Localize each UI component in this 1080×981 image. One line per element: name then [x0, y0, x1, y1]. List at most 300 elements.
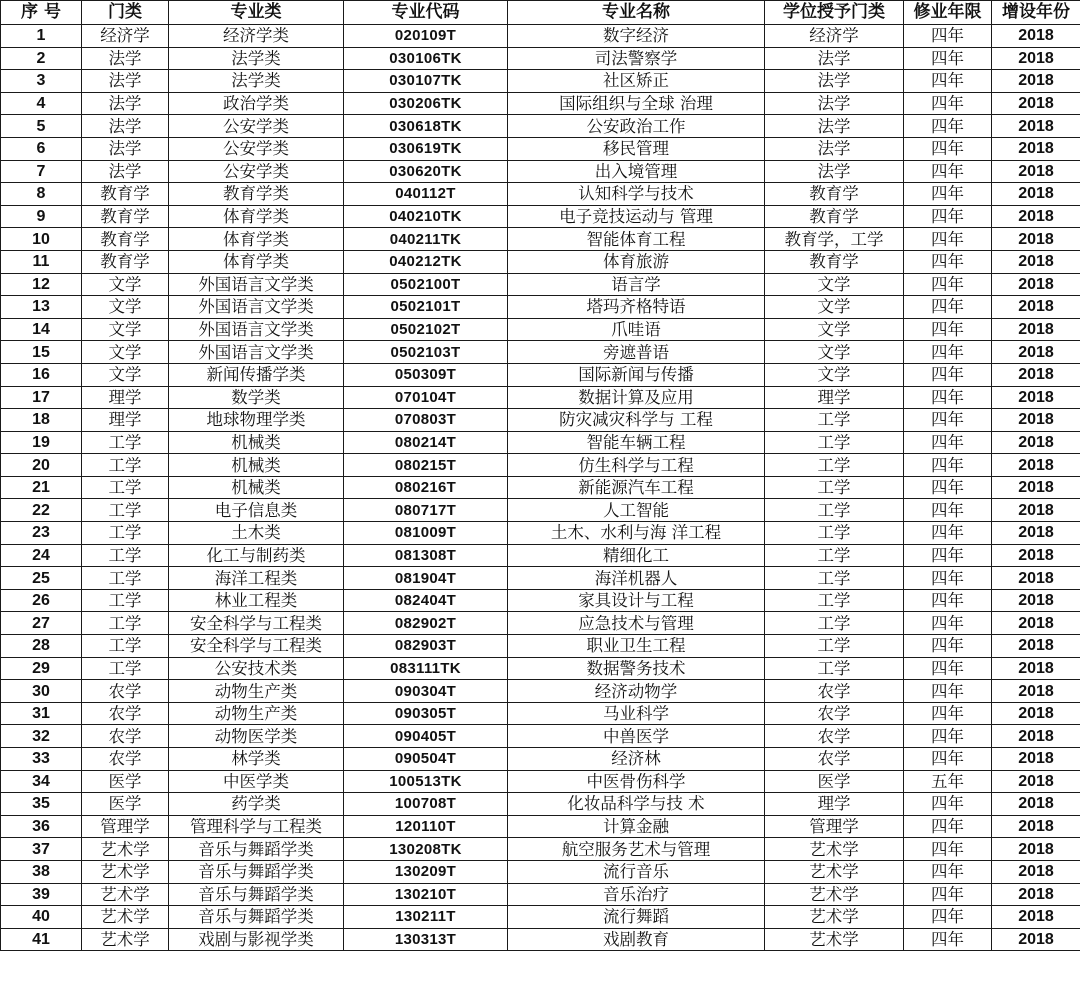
cell-index: 23: [1, 522, 82, 545]
cell-study-years: 四年: [904, 205, 992, 228]
cell-degree-category: 教育学: [765, 205, 904, 228]
cell-study-years: 四年: [904, 386, 992, 409]
cell-degree-category: 法学: [765, 160, 904, 183]
table-row: [1, 476, 1080, 499]
cell-category: 医学: [82, 793, 169, 816]
cell-year-added: 2018: [992, 476, 1080, 499]
cell-degree-category: 工学: [765, 499, 904, 522]
cell-major-name: 流行音乐: [508, 860, 765, 883]
cell-year-added: 2018: [992, 318, 1080, 341]
cell-major-name: 人工智能: [508, 499, 765, 522]
cell-degree-category: 工学: [765, 431, 904, 454]
cell-category: 文学: [82, 363, 169, 386]
table-row: [1, 589, 1080, 612]
header-major-name: 专业名称: [508, 1, 765, 25]
cell-year-added: 2018: [992, 544, 1080, 567]
cell-major-code: 030618TK: [344, 115, 508, 138]
cell-major-name: 中医骨伤科学: [508, 770, 765, 793]
cell-degree-category: 文学: [765, 318, 904, 341]
cell-major-class: 经济学类: [169, 25, 344, 48]
cell-major-class: 外国语言文学类: [169, 318, 344, 341]
table-row: [1, 296, 1080, 319]
cell-major-code: 050309T: [344, 363, 508, 386]
cell-major-code: 080214T: [344, 431, 508, 454]
table-row: [1, 906, 1080, 929]
cell-major-name: 司法警察学: [508, 47, 765, 70]
cell-index: 24: [1, 544, 82, 567]
cell-major-code: 030619TK: [344, 137, 508, 160]
cell-year-added: 2018: [992, 793, 1080, 816]
cell-year-added: 2018: [992, 25, 1080, 48]
cell-major-class: 法学类: [169, 47, 344, 70]
cell-major-name: 中兽医学: [508, 725, 765, 748]
cell-category: 文学: [82, 296, 169, 319]
cell-index: 13: [1, 296, 82, 319]
table-row: [1, 250, 1080, 273]
table-row: [1, 860, 1080, 883]
cell-index: 38: [1, 860, 82, 883]
cell-degree-category: 艺术学: [765, 883, 904, 906]
cell-index: 35: [1, 793, 82, 816]
table-row: [1, 92, 1080, 115]
cell-category: 工学: [82, 476, 169, 499]
cell-major-code: 130208TK: [344, 838, 508, 861]
cell-major-code: 0502100T: [344, 273, 508, 296]
cell-major-name: 化妆品科学与技 术: [508, 793, 765, 816]
cell-study-years: 四年: [904, 228, 992, 251]
cell-major-class: 体育学类: [169, 205, 344, 228]
table-row: [1, 205, 1080, 228]
cell-major-name: 流行舞蹈: [508, 906, 765, 929]
cell-degree-category: 工学: [765, 454, 904, 477]
cell-major-code: 070803T: [344, 409, 508, 432]
cell-major-class: 外国语言文学类: [169, 273, 344, 296]
cell-study-years: 四年: [904, 409, 992, 432]
cell-major-code: 030206TK: [344, 92, 508, 115]
cell-major-code: 080216T: [344, 476, 508, 499]
cell-major-class: 戏剧与影视学类: [169, 928, 344, 951]
cell-degree-category: 教育学: [765, 250, 904, 273]
cell-major-class: 动物生产类: [169, 680, 344, 703]
cell-index: 10: [1, 228, 82, 251]
cell-index: 4: [1, 92, 82, 115]
table-row: [1, 680, 1080, 703]
cell-study-years: 四年: [904, 815, 992, 838]
table-row: [1, 635, 1080, 658]
cell-major-code: 020109T: [344, 25, 508, 48]
cell-major-code: 081308T: [344, 544, 508, 567]
cell-major-class: 动物医学类: [169, 725, 344, 748]
cell-category: 法学: [82, 160, 169, 183]
cell-degree-category: 法学: [765, 70, 904, 93]
cell-category: 法学: [82, 92, 169, 115]
cell-degree-category: 工学: [765, 635, 904, 658]
cell-year-added: 2018: [992, 725, 1080, 748]
cell-major-class: 外国语言文学类: [169, 341, 344, 364]
cell-major-name: 海洋机器人: [508, 567, 765, 590]
cell-major-class: 林业工程类: [169, 589, 344, 612]
cell-major-class: 动物生产类: [169, 702, 344, 725]
cell-category: 农学: [82, 680, 169, 703]
cell-index: 39: [1, 883, 82, 906]
cell-category: 教育学: [82, 250, 169, 273]
cell-index: 34: [1, 770, 82, 793]
cell-year-added: 2018: [992, 635, 1080, 658]
cell-degree-category: 工学: [765, 612, 904, 635]
table-row: [1, 612, 1080, 635]
table-row: [1, 160, 1080, 183]
cell-year-added: 2018: [992, 928, 1080, 951]
cell-major-code: 070104T: [344, 386, 508, 409]
header-major-class: 专业类: [169, 1, 344, 25]
cell-major-code: 040211TK: [344, 228, 508, 251]
cell-study-years: 四年: [904, 341, 992, 364]
cell-major-class: 地球物理学类: [169, 409, 344, 432]
cell-category: 经济学: [82, 25, 169, 48]
cell-index: 3: [1, 70, 82, 93]
cell-major-name: 应急技术与管理: [508, 612, 765, 635]
cell-major-class: 土木类: [169, 522, 344, 545]
cell-major-class: 公安学类: [169, 160, 344, 183]
cell-major-class: 音乐与舞蹈学类: [169, 906, 344, 929]
cell-degree-category: 工学: [765, 544, 904, 567]
cell-year-added: 2018: [992, 499, 1080, 522]
cell-index: 17: [1, 386, 82, 409]
cell-major-code: 120110T: [344, 815, 508, 838]
cell-major-name: 旁遮普语: [508, 341, 765, 364]
cell-study-years: 四年: [904, 296, 992, 319]
cell-major-code: 082903T: [344, 635, 508, 658]
cell-category: 工学: [82, 499, 169, 522]
cell-major-name: 爪哇语: [508, 318, 765, 341]
cell-major-code: 0502102T: [344, 318, 508, 341]
cell-degree-category: 法学: [765, 92, 904, 115]
cell-index: 12: [1, 273, 82, 296]
cell-major-class: 教育学类: [169, 183, 344, 206]
cell-year-added: 2018: [992, 748, 1080, 771]
cell-major-code: 0502101T: [344, 296, 508, 319]
cell-category: 医学: [82, 770, 169, 793]
cell-year-added: 2018: [992, 228, 1080, 251]
cell-major-code: 082902T: [344, 612, 508, 635]
cell-year-added: 2018: [992, 47, 1080, 70]
cell-year-added: 2018: [992, 770, 1080, 793]
cell-major-name: 语言学: [508, 273, 765, 296]
cell-index: 11: [1, 250, 82, 273]
cell-category: 教育学: [82, 205, 169, 228]
cell-year-added: 2018: [992, 815, 1080, 838]
cell-major-code: 083111TK: [344, 657, 508, 680]
cell-study-years: 四年: [904, 589, 992, 612]
cell-category: 工学: [82, 635, 169, 658]
header-year-added: 增设年份: [992, 1, 1080, 25]
cell-major-code: 130210T: [344, 883, 508, 906]
cell-degree-category: 艺术学: [765, 928, 904, 951]
cell-major-class: 外国语言文学类: [169, 296, 344, 319]
cell-index: 18: [1, 409, 82, 432]
header-row: [1, 1, 1080, 25]
table-row: [1, 318, 1080, 341]
table-row: [1, 815, 1080, 838]
cell-major-class: 音乐与舞蹈学类: [169, 838, 344, 861]
cell-degree-category: 教育学: [765, 183, 904, 206]
cell-major-code: 030620TK: [344, 160, 508, 183]
cell-index: 27: [1, 612, 82, 635]
cell-major-name: 智能车辆工程: [508, 431, 765, 454]
cell-study-years: 四年: [904, 793, 992, 816]
cell-study-years: 四年: [904, 25, 992, 48]
cell-study-years: 四年: [904, 725, 992, 748]
cell-degree-category: 文学: [765, 341, 904, 364]
cell-index: 41: [1, 928, 82, 951]
cell-study-years: 四年: [904, 250, 992, 273]
cell-index: 28: [1, 635, 82, 658]
table-row: [1, 702, 1080, 725]
cell-category: 工学: [82, 657, 169, 680]
cell-index: 20: [1, 454, 82, 477]
cell-degree-category: 管理学: [765, 815, 904, 838]
cell-category: 教育学: [82, 228, 169, 251]
table-row: [1, 431, 1080, 454]
table-row: [1, 770, 1080, 793]
cell-index: 29: [1, 657, 82, 680]
cell-major-code: 040210TK: [344, 205, 508, 228]
table-row: [1, 544, 1080, 567]
table-row: [1, 409, 1080, 432]
cell-major-name: 塔玛齐格特语: [508, 296, 765, 319]
cell-major-name: 数据计算及应用: [508, 386, 765, 409]
cell-major-name: 社区矫正: [508, 70, 765, 93]
cell-study-years: 四年: [904, 363, 992, 386]
cell-degree-category: 艺术学: [765, 906, 904, 929]
header-index: 序 号: [1, 1, 82, 25]
cell-study-years: 四年: [904, 680, 992, 703]
cell-year-added: 2018: [992, 115, 1080, 138]
cell-category: 农学: [82, 725, 169, 748]
cell-major-name: 新能源汽车工程: [508, 476, 765, 499]
cell-category: 理学: [82, 409, 169, 432]
cell-index: 6: [1, 137, 82, 160]
cell-degree-category: 艺术学: [765, 838, 904, 861]
cell-major-code: 100513TK: [344, 770, 508, 793]
cell-degree-category: 法学: [765, 137, 904, 160]
cell-category: 文学: [82, 341, 169, 364]
cell-index: 30: [1, 680, 82, 703]
cell-year-added: 2018: [992, 386, 1080, 409]
cell-major-class: 安全科学与工程类: [169, 612, 344, 635]
cell-major-name: 经济动物学: [508, 680, 765, 703]
cell-year-added: 2018: [992, 589, 1080, 612]
cell-study-years: 四年: [904, 748, 992, 771]
cell-major-name: 防灾减灾科学与 工程: [508, 409, 765, 432]
cell-year-added: 2018: [992, 409, 1080, 432]
cell-major-code: 040212TK: [344, 250, 508, 273]
cell-major-class: 化工与制药类: [169, 544, 344, 567]
cell-major-name: 认知科学与技术: [508, 183, 765, 206]
cell-degree-category: 艺术学: [765, 860, 904, 883]
cell-major-name: 航空服务艺术与管理: [508, 838, 765, 861]
cell-index: 33: [1, 748, 82, 771]
cell-major-code: 030107TK: [344, 70, 508, 93]
table-row: [1, 725, 1080, 748]
cell-study-years: 四年: [904, 906, 992, 929]
cell-major-code: 090305T: [344, 702, 508, 725]
cell-year-added: 2018: [992, 431, 1080, 454]
cell-study-years: 四年: [904, 476, 992, 499]
cell-category: 工学: [82, 612, 169, 635]
table-row: [1, 883, 1080, 906]
cell-degree-category: 法学: [765, 47, 904, 70]
cell-major-class: 机械类: [169, 454, 344, 477]
cell-major-name: 数据警务技术: [508, 657, 765, 680]
table-row: [1, 273, 1080, 296]
cell-year-added: 2018: [992, 363, 1080, 386]
cell-major-class: 林学类: [169, 748, 344, 771]
table-body: [1, 25, 1080, 951]
cell-category: 艺术学: [82, 883, 169, 906]
table-row: [1, 363, 1080, 386]
cell-major-class: 公安学类: [169, 115, 344, 138]
cell-category: 工学: [82, 544, 169, 567]
cell-degree-category: 教育学，工学: [765, 228, 904, 251]
table-row: [1, 454, 1080, 477]
cell-study-years: 四年: [904, 92, 992, 115]
cell-degree-category: 工学: [765, 567, 904, 590]
cell-year-added: 2018: [992, 612, 1080, 635]
cell-major-code: 090304T: [344, 680, 508, 703]
cell-category: 法学: [82, 47, 169, 70]
cell-major-class: 体育学类: [169, 228, 344, 251]
table-row: [1, 183, 1080, 206]
cell-degree-category: 农学: [765, 748, 904, 771]
cell-major-class: 中医学类: [169, 770, 344, 793]
table-row: [1, 793, 1080, 816]
cell-major-code: 130209T: [344, 860, 508, 883]
cell-category: 工学: [82, 431, 169, 454]
cell-year-added: 2018: [992, 70, 1080, 93]
cell-category: 工学: [82, 589, 169, 612]
cell-major-name: 精细化工: [508, 544, 765, 567]
cell-major-class: 公安技术类: [169, 657, 344, 680]
cell-year-added: 2018: [992, 838, 1080, 861]
cell-study-years: 四年: [904, 318, 992, 341]
cell-major-name: 戏剧教育: [508, 928, 765, 951]
cell-study-years: 四年: [904, 70, 992, 93]
cell-category: 工学: [82, 567, 169, 590]
cell-major-code: 030106TK: [344, 47, 508, 70]
table-row: [1, 499, 1080, 522]
cell-index: 15: [1, 341, 82, 364]
cell-index: 7: [1, 160, 82, 183]
cell-study-years: 四年: [904, 454, 992, 477]
cell-category: 艺术学: [82, 928, 169, 951]
table-row: [1, 522, 1080, 545]
cell-year-added: 2018: [992, 137, 1080, 160]
header-category: 门类: [82, 1, 169, 25]
cell-major-code: 130211T: [344, 906, 508, 929]
cell-category: 文学: [82, 318, 169, 341]
table-row: [1, 228, 1080, 251]
cell-major-name: 移民管理: [508, 137, 765, 160]
cell-category: 工学: [82, 522, 169, 545]
cell-category: 农学: [82, 702, 169, 725]
cell-major-code: 100708T: [344, 793, 508, 816]
cell-study-years: 四年: [904, 612, 992, 635]
cell-index: 21: [1, 476, 82, 499]
cell-category: 艺术学: [82, 838, 169, 861]
cell-category: 艺术学: [82, 906, 169, 929]
cell-study-years: 四年: [904, 47, 992, 70]
cell-degree-category: 农学: [765, 702, 904, 725]
cell-year-added: 2018: [992, 273, 1080, 296]
cell-year-added: 2018: [992, 205, 1080, 228]
table-row: [1, 928, 1080, 951]
cell-major-name: 智能体育工程: [508, 228, 765, 251]
cell-category: 法学: [82, 115, 169, 138]
cell-major-class: 音乐与舞蹈学类: [169, 883, 344, 906]
cell-year-added: 2018: [992, 567, 1080, 590]
cell-study-years: 四年: [904, 883, 992, 906]
cell-study-years: 四年: [904, 928, 992, 951]
cell-year-added: 2018: [992, 680, 1080, 703]
cell-degree-category: 医学: [765, 770, 904, 793]
cell-major-class: 药学类: [169, 793, 344, 816]
table-row: [1, 838, 1080, 861]
cell-year-added: 2018: [992, 160, 1080, 183]
cell-category: 法学: [82, 137, 169, 160]
cell-study-years: 四年: [904, 522, 992, 545]
cell-year-added: 2018: [992, 522, 1080, 545]
cell-index: 5: [1, 115, 82, 138]
cell-major-name: 经济林: [508, 748, 765, 771]
table-row: [1, 657, 1080, 680]
cell-index: 25: [1, 567, 82, 590]
cell-degree-category: 文学: [765, 296, 904, 319]
cell-year-added: 2018: [992, 906, 1080, 929]
cell-degree-category: 理学: [765, 793, 904, 816]
header-major-code: 专业代码: [344, 1, 508, 25]
cell-study-years: 四年: [904, 431, 992, 454]
cell-degree-category: 工学: [765, 409, 904, 432]
cell-category: 文学: [82, 273, 169, 296]
cell-category: 理学: [82, 386, 169, 409]
cell-study-years: 四年: [904, 499, 992, 522]
cell-year-added: 2018: [992, 860, 1080, 883]
cell-major-class: 海洋工程类: [169, 567, 344, 590]
table-row: [1, 567, 1080, 590]
cell-index: 22: [1, 499, 82, 522]
cell-study-years: 四年: [904, 635, 992, 658]
cell-major-class: 音乐与舞蹈学类: [169, 860, 344, 883]
cell-study-years: 四年: [904, 544, 992, 567]
cell-major-name: 音乐治疗: [508, 883, 765, 906]
cell-major-code: 0502103T: [344, 341, 508, 364]
cell-index: 32: [1, 725, 82, 748]
cell-major-class: 新闻传播学类: [169, 363, 344, 386]
cell-index: 19: [1, 431, 82, 454]
cell-year-added: 2018: [992, 341, 1080, 364]
cell-index: 37: [1, 838, 82, 861]
cell-index: 1: [1, 25, 82, 48]
cell-major-class: 数学类: [169, 386, 344, 409]
cell-category: 管理学: [82, 815, 169, 838]
cell-degree-category: 工学: [765, 589, 904, 612]
header-study-years: 修业年限: [904, 1, 992, 25]
cell-study-years: 四年: [904, 183, 992, 206]
table-row: [1, 386, 1080, 409]
cell-major-class: 管理科学与工程类: [169, 815, 344, 838]
cell-index: 16: [1, 363, 82, 386]
